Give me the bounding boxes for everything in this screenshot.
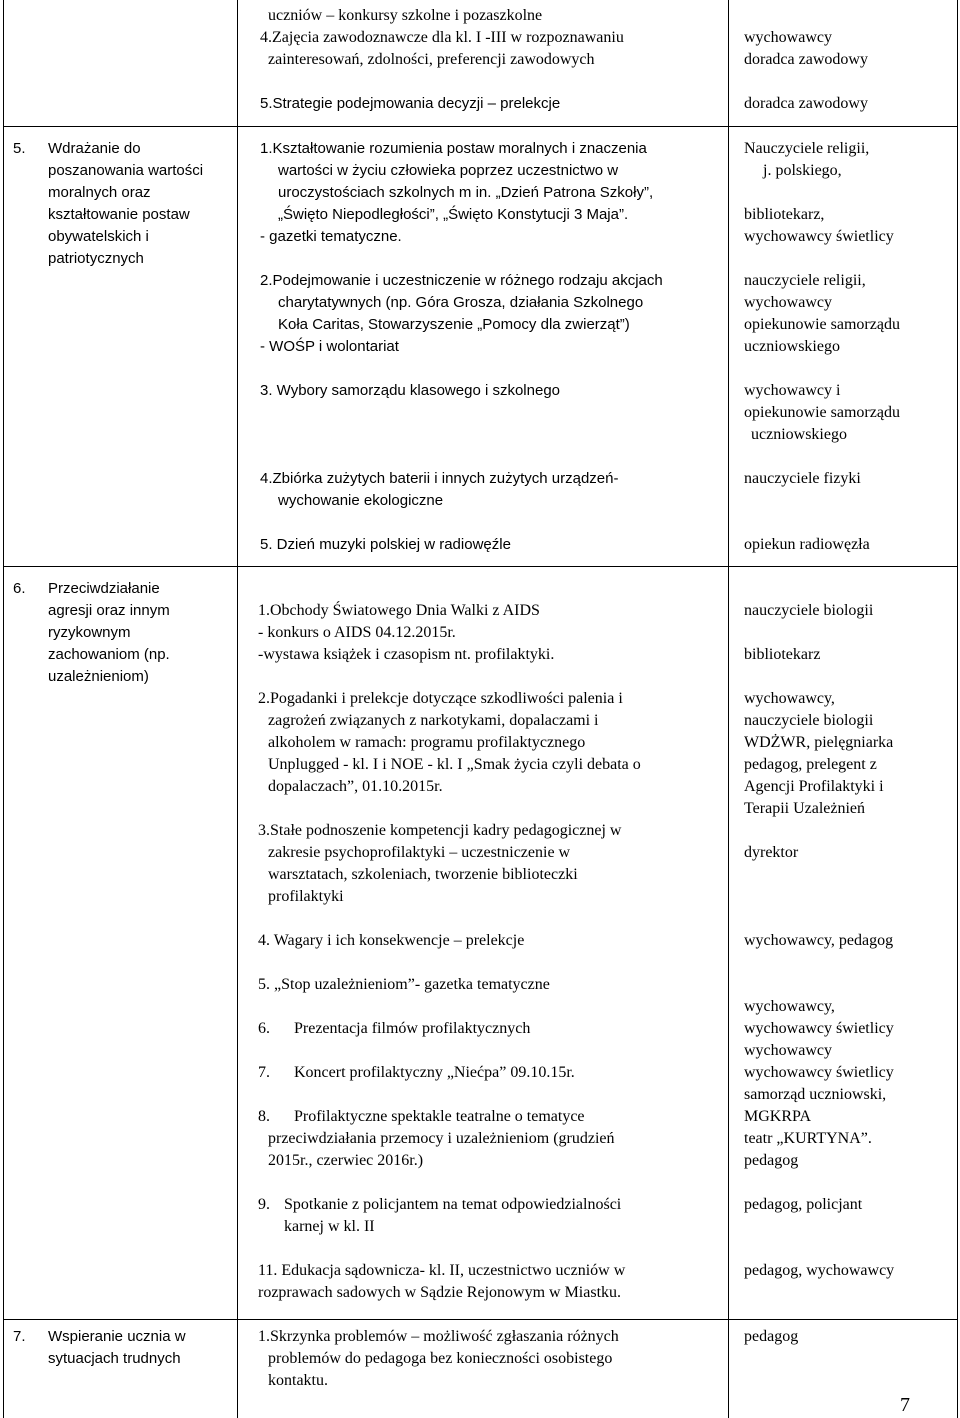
activity-line: 11. Edukacja sądownicza- kl. II, uczestnictwo uczniów w bbox=[258, 1262, 626, 1279]
activity-line: zagrożeń związanych z narkotykami, dopalaczami i bbox=[268, 712, 599, 729]
activity-line: 1.Obchody Światowego Dnia Walki z AIDS bbox=[258, 602, 540, 619]
responsible-line: wychowawcy świetlicy bbox=[744, 1064, 894, 1081]
responsible-line: nauczyciele biologii bbox=[744, 602, 874, 619]
activity-line: uroczystościach szkolnych m in. „Dzień Patrona Szkoły”, bbox=[278, 184, 654, 201]
activity-line: warsztatach, szkoleniach, tworzenie biblioteczki bbox=[268, 866, 578, 883]
activity-line: 2.Podejmowanie i uczestniczenie w różnego rodzaju akcjach bbox=[260, 272, 663, 289]
area-line: poszanowania wartości bbox=[48, 162, 204, 179]
area-line: uzależnieniom) bbox=[48, 668, 149, 685]
activity-line: - WOŚP i wolontariat bbox=[260, 338, 399, 355]
activity-line: wartości w życiu człowieka poprzez uczestnictwo w bbox=[278, 162, 619, 179]
responsible-line: nauczyciele biologii bbox=[744, 712, 874, 729]
activity-line: - konkurs o AIDS 04.12.2015r. bbox=[258, 624, 456, 641]
activity-line: uczniów – konkursy szkolne i pozaszkolne bbox=[268, 7, 543, 24]
responsible-line: doradca zawodowy bbox=[744, 95, 868, 112]
activity-line: 3. Wybory samorządu klasowego i szkolnego bbox=[260, 382, 561, 399]
activity-line: 2015r., czerwiec 2016r.) bbox=[268, 1152, 424, 1169]
activity-line: 4. Wagary i ich konsekwencje – prelekcje bbox=[258, 932, 525, 949]
activity-number: 7. bbox=[258, 1064, 270, 1081]
activity-line: „Święto Niepodległości”, „Święto Konstytucji 3 Maja”. bbox=[278, 206, 629, 223]
responsible-line: wychowawcy bbox=[744, 294, 832, 311]
activity-line: Unplugged - kl. I i NOE - kl. I „Smak życia czyli debata o bbox=[268, 756, 641, 773]
responsible-line: dyrektor bbox=[744, 844, 799, 861]
responsible-line: pedagog bbox=[744, 1328, 799, 1345]
activity-line: karnej w kl. II bbox=[284, 1218, 375, 1235]
area-line: zachowaniom (np. bbox=[48, 646, 170, 663]
responsible-line: wychowawcy i bbox=[744, 382, 841, 399]
activity-line: problemów do pedagoga bez konieczności osobistego bbox=[268, 1350, 613, 1367]
activity-line: charytatywnych (np. Góra Grosza, działania Szkolnego bbox=[278, 294, 644, 311]
responsible-line: Agencji Profilaktyki i bbox=[744, 778, 884, 795]
activity-line: 5. „Stop uzależnieniom”- gazetka tematyczne bbox=[258, 976, 550, 993]
activity-line: -wystawa książek i czasopism nt. profilaktyki. bbox=[258, 646, 555, 663]
responsible-line: uczniowskiego bbox=[744, 338, 840, 355]
activity-number: 9. bbox=[258, 1196, 270, 1213]
column-divider-1 bbox=[237, 0, 238, 1418]
row-divider bbox=[3, 566, 958, 567]
page-number: 7 bbox=[900, 1394, 910, 1416]
responsible-line: uczniowskiego bbox=[751, 426, 847, 443]
activity-line: dopalaczach”, 01.10.2015r. bbox=[268, 778, 443, 795]
row-number: 5. bbox=[13, 140, 26, 157]
responsible-line: doradca zawodowy bbox=[744, 51, 868, 68]
responsible-line: wychowawcy bbox=[744, 29, 832, 46]
activity-line: zakresie psychoprofilaktyki – uczestniczenie w bbox=[268, 844, 571, 861]
responsible-line: wychowawcy bbox=[744, 1042, 832, 1059]
activity-line: kontaktu. bbox=[268, 1372, 328, 1389]
responsible-line: pedagog bbox=[744, 1152, 799, 1169]
responsible-line: opiekunowie samorządu bbox=[744, 316, 900, 333]
row-divider bbox=[3, 126, 958, 127]
responsible-line: opiekunowie samorządu bbox=[744, 404, 900, 421]
activity-line: alkoholem w ramach: programu profilaktycznego bbox=[268, 734, 586, 751]
activity-number: 8. bbox=[258, 1108, 270, 1125]
activity-line: Profilaktyczne spektakle teatralne o tematyce bbox=[294, 1108, 585, 1125]
area-line: Przeciwdziałanie bbox=[48, 580, 160, 597]
activity-line: Koncert profilaktyczny „Niećpa” 09.10.15r. bbox=[294, 1064, 575, 1081]
row-number: 7. bbox=[13, 1328, 26, 1345]
responsible-line: bibliotekarz, bbox=[744, 206, 825, 223]
activity-line: - gazetki tematyczne. bbox=[260, 228, 402, 245]
column-divider-2 bbox=[728, 0, 729, 1418]
responsible-line: nauczyciele religii, bbox=[744, 272, 866, 289]
responsible-line: pedagog, wychowawcy bbox=[744, 1262, 895, 1279]
responsible-line: wychowawcy świetlicy bbox=[744, 1020, 894, 1037]
activity-line: Prezentacja filmów profilaktycznych bbox=[294, 1020, 531, 1037]
responsible-line: samorząd uczniowski, bbox=[744, 1086, 887, 1103]
responsible-line: wychowawcy, bbox=[744, 690, 835, 707]
responsible-line: pedagog, policjant bbox=[744, 1196, 863, 1213]
responsible-line: WDŻWR, pielęgniarka bbox=[744, 734, 894, 751]
activity-number: 6. bbox=[258, 1020, 270, 1037]
row-divider bbox=[3, 1319, 958, 1320]
activity-line: 2.Pogadanki i prelekcje dotyczące szkodliwości palenia i bbox=[258, 690, 623, 707]
activity-line: 1.Skrzynka problemów – możliwość zgłaszania różnych bbox=[258, 1328, 619, 1345]
area-line: Wdrażanie do bbox=[48, 140, 141, 157]
activity-line: Koła Caritas, Stowarzyszenie „Pomocy dla zwierząt”) bbox=[278, 316, 630, 333]
area-line: agresji oraz innym bbox=[48, 602, 170, 619]
area-line: moralnych oraz bbox=[48, 184, 151, 201]
activity-line: Spotkanie z policjantem na temat odpowiedzialności bbox=[284, 1196, 622, 1213]
responsible-line: j. polskiego, bbox=[763, 162, 842, 179]
activity-line: 5.Strategie podejmowania decyzji – prelekcje bbox=[260, 95, 561, 112]
activity-line: rozprawach sadowych w Sądzie Rejonowym w Miastku. bbox=[258, 1284, 622, 1301]
responsible-line: MGKRPA bbox=[744, 1108, 811, 1125]
activity-line: 3.Stałe podnoszenie kompetencji kadry pedagogicznej w bbox=[258, 822, 622, 839]
activity-line: 4.Zbiórka zużytych baterii i innych zużytych urządzeń- bbox=[260, 470, 619, 487]
responsible-line: wychowawcy, bbox=[744, 998, 835, 1015]
area-line: sytuacjach trudnych bbox=[48, 1350, 181, 1367]
table-right-border bbox=[957, 0, 958, 1418]
responsible-line: pedagog, prelegent z bbox=[744, 756, 877, 773]
responsible-line: bibliotekarz bbox=[744, 646, 821, 663]
responsible-line: wychowawcy świetlicy bbox=[744, 228, 894, 245]
area-line: patriotycznych bbox=[48, 250, 144, 267]
activity-line: wychowanie ekologiczne bbox=[278, 492, 444, 509]
responsible-line: Nauczyciele religii, bbox=[744, 140, 870, 157]
responsible-line: wychowawcy, pedagog bbox=[744, 932, 894, 949]
responsible-line: opiekun radiowęzła bbox=[744, 536, 870, 553]
area-line: kształtowanie postaw bbox=[48, 206, 190, 223]
responsible-line: nauczyciele fizyki bbox=[744, 470, 861, 487]
area-line: Wspieranie ucznia w bbox=[48, 1328, 186, 1345]
activity-line: 1.Kształtowanie rozumienia postaw moralnych i znaczenia bbox=[260, 140, 647, 157]
table-left-border bbox=[3, 0, 4, 1418]
row-number: 6. bbox=[13, 580, 26, 597]
activity-line: przeciwdziałania przemocy i uzależnieniom (grudzień bbox=[268, 1130, 615, 1147]
area-line: obywatelskich i bbox=[48, 228, 149, 245]
area-line: ryzykownym bbox=[48, 624, 131, 641]
activity-line: profilaktyki bbox=[268, 888, 344, 905]
activity-line: zainteresowań, zdolności, preferencji zawodowych bbox=[268, 51, 595, 68]
activity-line: 4.Zajęcia zawodoznawcze dla kl. I -III w rozpoznawaniu bbox=[260, 29, 624, 46]
responsible-line: teatr „KURTYNA”. bbox=[744, 1130, 872, 1147]
responsible-line: Terapii Uzależnień bbox=[744, 800, 866, 817]
activity-line: 5. Dzień muzyki polskiej w radiowęźle bbox=[260, 536, 511, 553]
